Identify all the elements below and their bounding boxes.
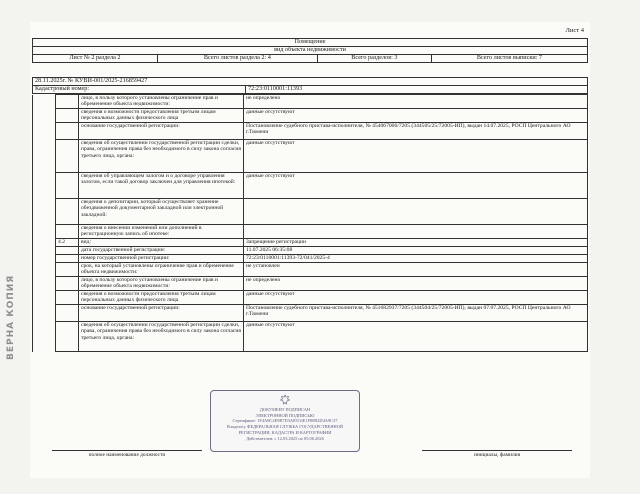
record-number xyxy=(56,263,79,277)
record-value: не определено xyxy=(244,95,588,109)
record-row xyxy=(33,123,588,140)
record-value: не установлен xyxy=(244,263,588,277)
record-row xyxy=(33,225,588,239)
record-value: не определено xyxy=(244,277,588,291)
record-number xyxy=(56,305,79,322)
record-value: 72:23:0110001:11393-72/041/2025-4 xyxy=(244,255,588,263)
margin-cell xyxy=(33,277,56,291)
record-number xyxy=(56,199,79,225)
record-label: лицо, в пользу которого установлены ограничение прав и обременение объекта недвижимости: xyxy=(79,277,244,291)
record-label: сведения об управляющем залогом и о договоре управления залогом, если такой договор заключен для управления ипотекой: xyxy=(79,173,244,199)
info-table xyxy=(32,77,588,94)
margin-cell xyxy=(33,247,56,255)
record-label: лицо, в пользу которого установлены ограничение прав и обременение объекта недвижимости: xyxy=(79,95,244,109)
record-number xyxy=(56,140,79,173)
record-value: данные отсутствуют xyxy=(244,173,588,199)
records-table xyxy=(32,94,588,352)
stamp-line: РЕГИСТРАЦИИ, КАДАСТРА И КАРТОГРАФИИ xyxy=(238,429,332,435)
record-label: срок, на который установлены ограничение прав и обременение объекта недвижимости: xyxy=(79,263,244,277)
object-type-caption: вид объекта недвижимости xyxy=(33,47,588,55)
position-caption: полное наименование должности xyxy=(88,452,166,458)
sheet-number: Лист 4 xyxy=(565,27,584,34)
record-row xyxy=(33,255,588,263)
record-row xyxy=(33,247,588,255)
record-row xyxy=(33,109,588,123)
stamp-line: Действителен: с 12.03.2025 по 05.06.2026 xyxy=(246,435,324,441)
record-label: вид: xyxy=(79,239,244,247)
record-label: сведения об осуществлении государственной регистрации сделки, права, ограничения права без необходимого в силу закона согласия третьего лица, органа: xyxy=(79,140,244,173)
record-label: сведения о возможности предоставления третьим лицам персональных данных физического лица xyxy=(79,109,244,123)
margin-cell xyxy=(33,239,56,247)
record-row xyxy=(33,305,588,322)
record-label: сведения о депозитарии, который осуществляет хранение обездвиженной документарной закладной или электронной закладной: xyxy=(79,199,244,225)
header-table xyxy=(32,38,588,63)
electronic-signature-stamp xyxy=(210,390,360,452)
record-value: Запрещение регистрации xyxy=(244,239,588,247)
stamp-line: ЭЛЕКТРОННОЙ ПОДПИСЬЮ xyxy=(255,412,315,418)
margin-cell xyxy=(33,305,56,322)
record-number xyxy=(56,255,79,263)
record-label: основание государственной регистрации: xyxy=(79,123,244,140)
stamp-text xyxy=(215,407,355,441)
margin-cell xyxy=(33,322,56,352)
record-row xyxy=(33,95,588,109)
sheets-in-section: Всего листов раздела 2: 4 xyxy=(157,55,317,63)
record-value: 11.07.2025 06:35:08 xyxy=(244,247,588,255)
record-row xyxy=(33,173,588,199)
record-number xyxy=(56,95,79,109)
sections-total: Всего разделов: 3 xyxy=(317,55,431,63)
record-row xyxy=(33,263,588,277)
record-value: данные отсутствуют xyxy=(244,322,588,352)
sheet-in-section: Лист № 2 раздела 2 xyxy=(33,55,158,63)
object-type: Помещение xyxy=(33,39,588,47)
margin-cell xyxy=(33,173,56,199)
record-value xyxy=(244,199,588,225)
margin-cell xyxy=(33,123,56,140)
record-number xyxy=(56,173,79,199)
records-body xyxy=(33,95,588,352)
record-row xyxy=(33,140,588,173)
record-label: дата государственной регистрации: xyxy=(79,247,244,255)
record-value xyxy=(244,225,588,239)
name-caption: инициалы, фамилия xyxy=(473,452,521,458)
sheets-total: Всего листов выписки: 7 xyxy=(431,55,587,63)
record-value: данные отсутствуют xyxy=(244,109,588,123)
record-row xyxy=(33,291,588,305)
record-number xyxy=(56,225,79,239)
record-label: основание государственной регистрации: xyxy=(79,305,244,322)
stamp-line: ДОКУМЕНТ ПОДПИСАН xyxy=(259,407,311,412)
name-line xyxy=(422,450,572,451)
record-value: данные отсутствуют xyxy=(244,291,588,305)
record-label: сведения о внесении изменений или дополнений в регистрационную запись об ипотеке: xyxy=(79,225,244,239)
margin-cell xyxy=(33,109,56,123)
cadastral-number: 72:23:0110001:11393 xyxy=(246,86,588,94)
margin-cell xyxy=(33,95,56,109)
record-value: данные отсутствуют xyxy=(244,140,588,173)
record-number xyxy=(56,277,79,291)
record-row xyxy=(33,322,588,352)
record-number xyxy=(56,109,79,123)
record-label: номер государственной регистрации: xyxy=(79,255,244,263)
margin-cell xyxy=(33,225,56,239)
stamp-line: Сертификат: 1F4A8C2E9B7D3A05C6E1F80B2D4A9C37 xyxy=(232,418,338,424)
stamp-line: Владелец: ФЕДЕРАЛЬНАЯ СЛУЖБА ГОСУДАРСТВЕННОЙ xyxy=(226,424,344,430)
position-line xyxy=(52,450,202,451)
cadastral-label: Кадастровый номер: xyxy=(33,86,246,94)
record-number xyxy=(56,123,79,140)
record-number xyxy=(56,291,79,305)
margin-cell xyxy=(33,263,56,277)
record-row xyxy=(33,277,588,291)
margin-cell xyxy=(33,291,56,305)
record-value: Постановление судебного пристава-исполнителя, № 454067006/7205 (344505/25/72005-ИП), выдан 14.07.2025, РОСП Центрального АО г.Тюмени xyxy=(244,123,588,140)
record-label: сведения о возможности предоставления третьим лицам персональных данных физического лица xyxy=(79,291,244,305)
record-value: Постановление судебного пристава-исполнителя, № 451682937/7205 (344504/25/72005-ИП), выдан 07.07.2025, РОСП Центрального АО г.Тюмени xyxy=(244,305,588,322)
record-label: сведения об осуществлении государственной регистрации сделки, права, ограничения права без необходимого в силу закона согласия третьего лица, органа: xyxy=(79,322,244,352)
extract-reference: 28.11.2025г. № КУВИ-001/2025-216859427 xyxy=(33,78,588,86)
margin-cell xyxy=(33,199,56,225)
record-number: 4.2 xyxy=(56,239,79,247)
record-number xyxy=(56,247,79,255)
russian-eagle-emblem-icon xyxy=(279,394,291,406)
record-row xyxy=(33,199,588,225)
certified-copy-mark: ВЕРНА КОПИЯ xyxy=(6,274,16,360)
record-row xyxy=(33,239,588,247)
margin-cell xyxy=(33,140,56,173)
record-number xyxy=(56,322,79,352)
margin-cell xyxy=(33,255,56,263)
